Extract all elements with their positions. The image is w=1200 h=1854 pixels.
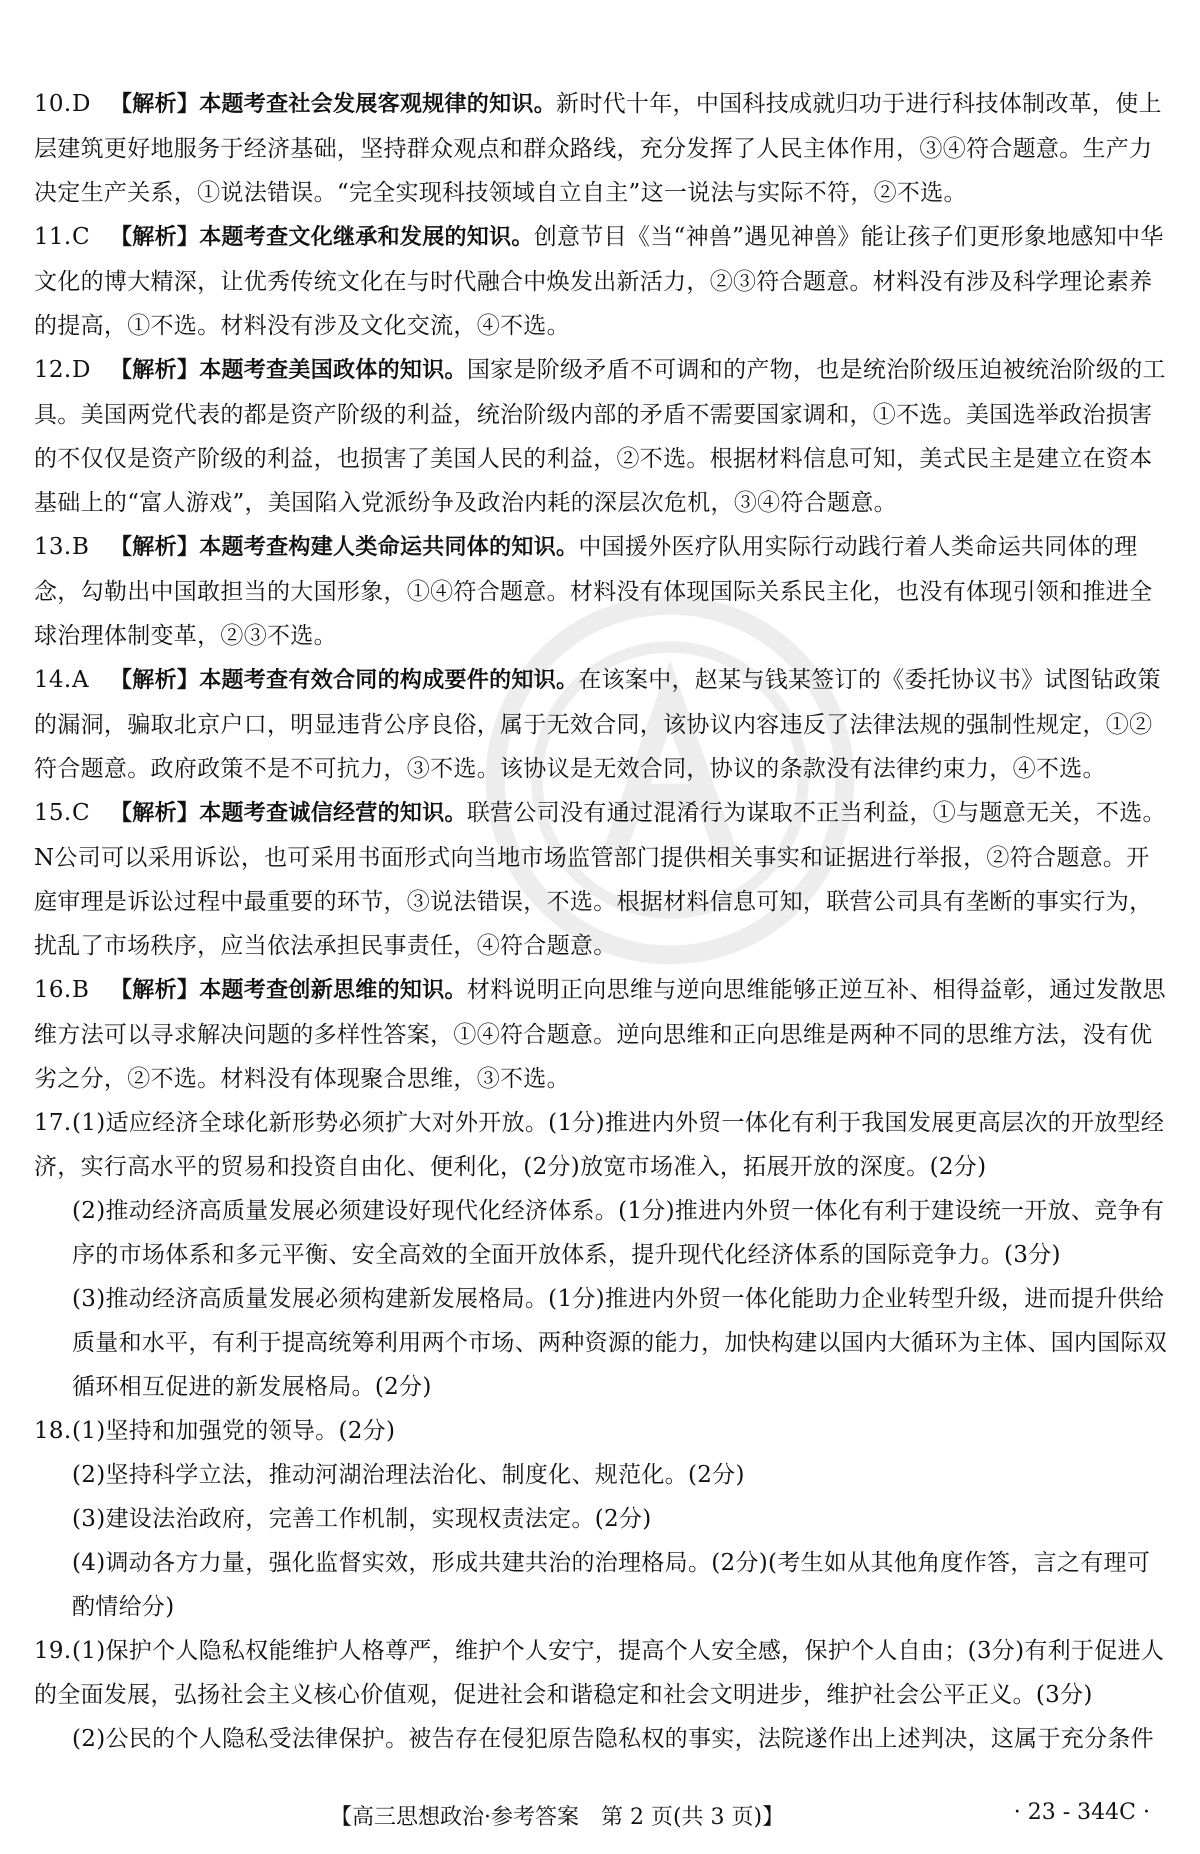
question-number: 13. [34,534,72,560]
footer-title: 【高三思想政治·参考答案 第 2 页(共 3 页)】 [330,1805,785,1830]
footer-code: · 23 - 344C · [1013,1800,1150,1825]
answer-item-19 [34,1629,1170,1761]
answer-letter: B [72,977,90,1003]
analysis-tag: 【解析】 [110,358,200,383]
sub-answer: (1)坚持和加强党的领导。(2分) [72,1418,396,1444]
analysis-lead: 本题考查文化继承和发展的知识。 [199,225,534,250]
question-number: 12. [34,357,72,383]
analysis-lead: 本题考查美国政体的知识。 [199,358,467,383]
answer-letter: C [72,224,90,250]
analysis-body: 联营公司没有通过混淆行为谋取不正当利益，①与题意无关，不选。N公司可以采用诉讼，也可采用书面形式向当地市场监管部门提供相关事实和证据进行举报，②符合题意。开庭审理是诉讼过程中最重要的环节，③说法错误，不选。根据材料信息可知，联营公司具有垄断的事实行为，扰乱了市场秩序，应当依法承担民事责任，④符合题意。 [34,800,1166,959]
sub-answer: (1)保护个人隐私权能维护人格尊严，维护个人安宁，提高个人安全感，保护个人自由；(3分)有利于促进人的全面发展，弘扬社会主义核心价值观，促进社会和谐稳定和社会文明进步，维护社会公平正义。(3分) [34,1638,1165,1708]
question-number: 11. [34,224,72,250]
answer-letter: C [72,800,90,826]
question-number: 19. [34,1638,72,1664]
sub-answer: (2)推动经济高质量发展必须建设好现代化经济体系。(1分)推进内外贸一体化有利于建设统一开放、竞争有序的市场体系和多元平衡、安全高效的全面开放体系，提升现代化经济体系的国际竞争力。(3分) [72,1198,1165,1268]
sub-answer: (2)坚持科学立法，推动河湖治理法治化、制度化、规范化。(2分) [72,1462,745,1488]
answer-letter: B [72,534,90,560]
answers-content [34,82,1170,1761]
answer-letter: A [72,667,89,693]
analysis-tag: 【解析】 [110,92,200,117]
analysis-body: 在该案中，赵某与钱某签订的《委托协议书》试图钻政策的漏洞，骗取北京户口，明显违背公序良俗，属于无效合同，该协议内容违反了法律法规的强制性规定，①②符合题意。政府政策不是不可抗力，③不选。该协议是无效合同，协议的条款没有法律约束力，④不选。 [34,667,1161,782]
analysis-body: 中国援外医疗队用实际行动践行着人类命运共同体的理念，勾勒出中国敢担当的大国形象，①④符合题意。材料没有体现国际关系民主化，也没有体现引领和推进全球治理体制变革，②③不选。 [34,534,1153,649]
analysis-body: 创意节目《当“神兽”遇见神兽》能让孩子们更形象地感知中华文化的博大精深，让优秀传统文化在与时代融合中焕发出新活力，②③符合题意。材料没有涉及科学理论素养的提高，①不选。材料没有涉及文化交流，④不选。 [34,224,1164,339]
analysis-lead: 本题考查创新思维的知识。 [199,978,467,1003]
answer-letter: D [72,91,91,117]
question-number: 15. [34,800,72,826]
page-footer [0,1800,1200,1840]
analysis-tag: 【解析】 [110,535,200,560]
analysis-body: 新时代十年，中国科技成就归功于进行科技体制改革，使上层建筑更好地服务于经济基础，坚持群众观点和群众路线，充分发挥了人民主体作用，③④符合题意。生产力决定生产关系，①说法错误。“完全实现科技领域自立自主”这一说法与实际不符，②不选。 [34,91,1162,206]
analysis-body: 材料说明正向思维与逆向思维能够正逆互补、相得益彰，通过发散思维方法可以寻求解决问题的多样性答案，①④符合题意。逆向思维和正向思维是两种不同的思维方法，没有优劣之分，②不选。材料没有体现聚合思维，③不选。 [34,977,1166,1092]
sub-answer: (3)建设法治政府，完善工作机制，实现权责法定。(2分) [72,1506,652,1532]
answer-letter: D [72,357,91,383]
answer-item-15 [34,791,1170,968]
answer-item-12 [34,348,1170,525]
analysis-tag: 【解析】 [110,978,200,1003]
answer-item-18 [34,1409,1170,1629]
question-number: 14. [34,667,72,693]
analysis-tag: 【解析】 [110,801,200,826]
analysis-lead: 本题考查诚信经营的知识。 [199,801,467,826]
question-number: 17. [34,1110,72,1136]
sub-answer: (3)推动经济高质量发展必须构建新发展格局。(1分)推进内外贸一体化能助力企业转型升级，进而提升供给质量和水平，有利于提高统筹利用两个市场、两种资源的能力，加快构建以国内大循环为主体、国内国际双循环相互促进的新发展格局。(2分) [72,1286,1168,1400]
answer-item-16 [34,968,1170,1101]
answer-item-10 [34,82,1170,215]
analysis-tag: 【解析】 [110,225,200,250]
analysis-tag: 【解析】 [110,668,200,693]
analysis-body: 国家是阶级矛盾不可调和的产物，也是统治阶级压迫被统治阶级的工具。美国两党代表的都是资产阶级的利益，统治阶级内部的矛盾不需要国家调和，①不选。美国选举政治损害的不仅仅是资产阶级的利益，也损害了美国人民的利益，②不选。根据材料信息可知，美式民主是建立在资本基础上的“富人游戏”，美国陷入党派纷争及政治内耗的深层次危机，③④符合题意。 [34,357,1166,516]
question-number: 18. [34,1418,72,1444]
sub-answer: (4)调动各方力量，强化监督实效，形成共建共治的治理格局。(2分)(考生如从其他角度作答，言之有理可酌情给分) [72,1550,1151,1620]
answer-item-13 [34,525,1170,658]
answer-item-14 [34,658,1170,791]
question-number: 16. [34,977,72,1003]
analysis-lead: 本题考查有效合同的构成要件的知识。 [199,668,579,693]
sub-answer: (2)公民的个人隐私受法律保护。被告存在侵犯原告隐私权的事实，法院遂作出上述判决，这属于充分条件 [72,1726,1154,1752]
answer-item-11 [34,215,1170,348]
analysis-lead: 本题考查构建人类命运共同体的知识。 [199,535,579,560]
answer-item-17 [34,1101,1170,1409]
analysis-lead: 本题考查社会发展客观规律的知识。 [199,92,557,117]
sub-answer: (1)适应经济全球化新形势必须扩大对外开放。(1分)推进内外贸一体化有利于我国发展更高层次的开放型经济，实行高水平的贸易和投资自由化、便利化，(2分)放宽市场准入，拓展开放的深度。(2分) [34,1110,1165,1180]
question-number: 10. [34,91,72,117]
